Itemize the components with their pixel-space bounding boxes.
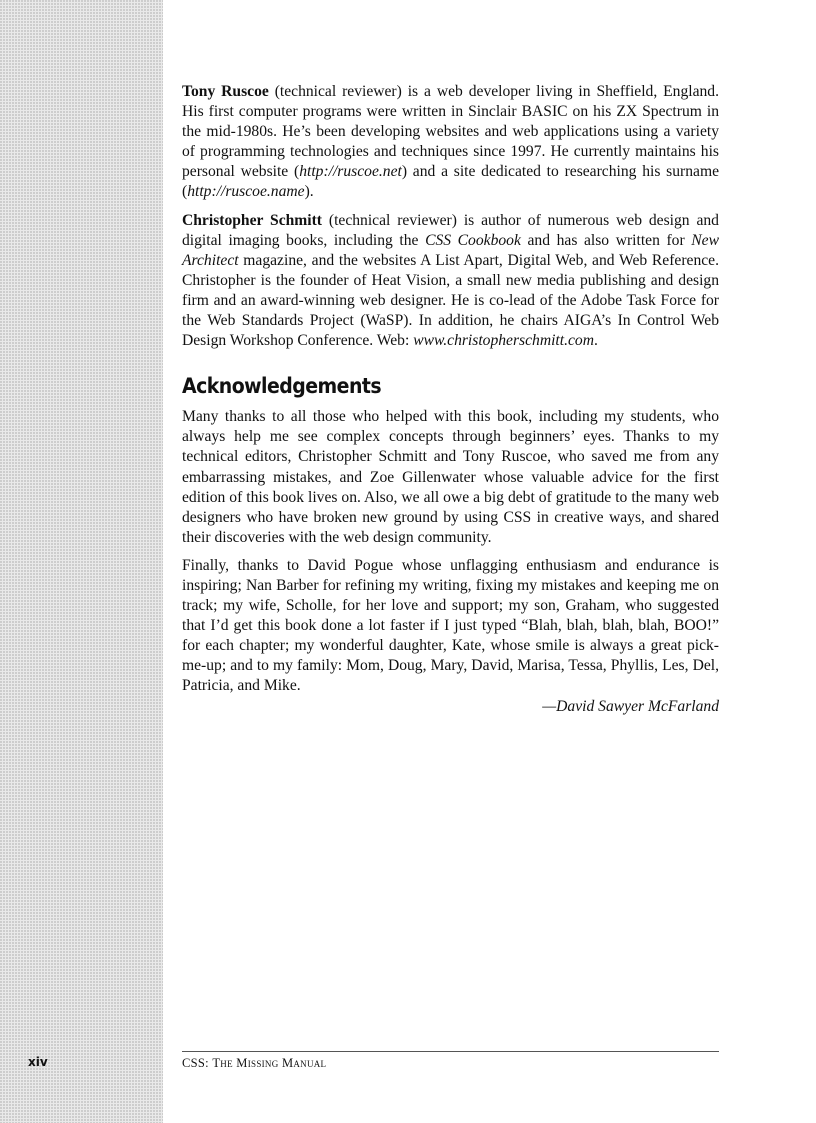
running-footer-title: The Missing Manual xyxy=(212,1056,327,1070)
magazine-title: New Architect xyxy=(182,231,719,269)
running-footer: CSS: The Missing Manual xyxy=(182,1056,327,1070)
section-heading: Acknowledgements xyxy=(182,374,382,399)
page-number: xiv xyxy=(28,1055,48,1069)
bio-link[interactable]: http://ruscoe.net xyxy=(299,163,402,181)
author-signature: —David Sawyer McFarland xyxy=(542,697,719,715)
bio-link[interactable]: www.christopherschmitt.com xyxy=(413,332,594,350)
acknowledgements-paragraph: Finally, thanks to David Pogue whose unflagging enthusiasm and endurance is inspiring; Nan Barber for refining my writing, fixing my mistakes and keeping me on track; my wife, Scholle, for her love and support; my son, Graham, who suggested that I’d get this book done a lot faster if I just typed “Blah, blah, blah, blah, BOO!” for each chapter; my wonderful daughter, Kate, whose smile is always a great pick-me-up; and to my family: Mom, Doug, Mary, David, Marisa, Tessa, Phyllis, Les, Del, Patricia, and Mike. xyxy=(182,556,719,695)
bio-link[interactable]: http://ruscoe.name xyxy=(187,183,305,201)
footer-rule xyxy=(182,1051,719,1052)
bio-name: Tony Ruscoe xyxy=(182,83,269,100)
page-margin-strip xyxy=(0,0,163,1123)
book-title: CSS Cookbook xyxy=(425,231,521,249)
acknowledgements-paragraph: Many thanks to all those who helped with this book, including my students, who always help me see complex concepts through beginners’ eyes. Thanks to my technical editors, Christopher Schmitt and Tony Ruscoe, who saved me from any embarrassing mistakes, and Zoe Gillenwater whose valuable advice for the first edition of this book lives on. Also, we all owe a big debt of gratitude to the many web designers who have broken new ground by using CSS in creative ways, and shared their discoveries with the web design community. xyxy=(182,408,719,546)
bio-christopher-schmitt: Christopher Schmitt (technical reviewer) is author of numerous web design and digital imaging books, including the CSS Cookbook and has also written for New Architect magazine, and the websites A List Apart, Digital Web, and Web Reference. Christopher is the founder of Heat Vision, a small new media publishing and design firm and an award-winning web designer. He is co-lead of the Adobe Task Force for the Web Standards Project (WaSP). In addition, he chairs AIGA’s In Control Web Design Workshop Conference. Web: www.christopherschmitt.com. xyxy=(182,211,719,350)
bio-name: Christopher Schmitt xyxy=(182,211,322,229)
page-body xyxy=(182,82,719,725)
bio-tony-ruscoe: Tony Ruscoe (technical reviewer) is a web developer living in Sheffield, England. His first computer programs were written in Sinclair BASIC on his ZX Spectrum in the mid-1980s. He’s been developing websites and web applications using a variety of programming technologies and techniques since 1997. He currently maintains his personal website (http://ruscoe.net) and a site dedicated to researching his surname (http://ruscoe.name). xyxy=(182,83,720,201)
